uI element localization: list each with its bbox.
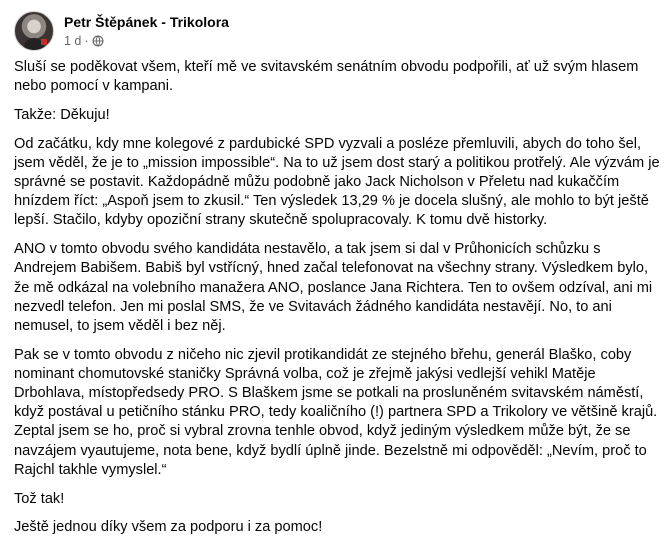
separator-dot: · xyxy=(84,34,89,48)
post-paragraph: Od začátku, kdy mne kolegové z pardubické SPD vyzvali a posléze přemluvili, abych do toho šel, jsem věděl, že je to „mission impossible“. Na to už jsem dost starý a politikou protřelý. Ale výzvám je správné se postavit. Každopádně můžu podobně jako Jack Nicholson v Přeletu nad kukaččím hnízdem říct: „Aspoň jsem to zkusil.“ Ten výsledek 13,29 % je docela slušný, ale mohlo to být ještě lepší. Stačilo, kdyby opoziční strany skutečně spolupracovaly. K tomu dvě historky. xyxy=(14,135,660,229)
post-subline xyxy=(64,33,229,49)
post-meta xyxy=(64,13,229,49)
post-paragraph: Ještě jednou díky všem za podporu i za pomoc! xyxy=(14,519,323,536)
post-time[interactable]: 1 d xyxy=(64,34,82,48)
post-paragraph: Pak se v tomto obvodu z ničeho nic zjevil protikandidát ze stejného břehu, generál Blaško, coby nominant chomutovské staničky Správná volba, což je zřejmě jakýsi vedlejší vehikl Matěje Drbohlava, místopředsedy PRO. S Blaškem jsme se potkali na prosluněném svitavském náměstí, když postával u petičního stánku PRO, tedy koaličního (!) partnera SPD a Trikolory ve většině krajů. Zeptal jsem se ho, proč si vybral zrovna tenhle obvod, když jediným výsledkem může být, že se navzájem vyautujeme, nota bene, když bydlí úplně jinde. Bezelstně mi odpověděl: „Nevím, proč to Rajchl takhle vymyslel.“ xyxy=(14,346,658,478)
post-header xyxy=(14,10,229,52)
post-paragraph: ANO v tomto obvodu svého kandidáta nestavělo, a tak jsem si dal v Průhonicích schůzku s Andrejem Babišem. Babiš byl vstřícný, hned začal telefonovat na všechny strany. Výsledkem bylo, že mě odkázal na volebního manažera ANO, poslance Jana Richtera. Ten to ovšem odzíval, ani mi nezvedl telefon. Jen mi poslal SMS, že ve Svitavách žádného kandidáta nestavějí. No, to ani nemusel, to jsem věděl i bez něj. xyxy=(14,241,653,334)
post-paragraph: Takže: Děkuju! xyxy=(14,106,110,123)
post-body xyxy=(14,58,664,547)
post-paragraph: Tož tak! xyxy=(14,490,65,507)
post-paragraph: Sluší se poděkovat všem, kteří mě ve svitavském senátním obvodu podpořili, ať už svým hlasem nebo pomocí v kampani. xyxy=(14,59,639,95)
author-name[interactable]: Petr Štěpánek - Trikolora xyxy=(64,14,229,30)
avatar-badge xyxy=(41,39,47,45)
globe-icon[interactable] xyxy=(92,35,104,47)
avatar[interactable] xyxy=(14,11,54,51)
